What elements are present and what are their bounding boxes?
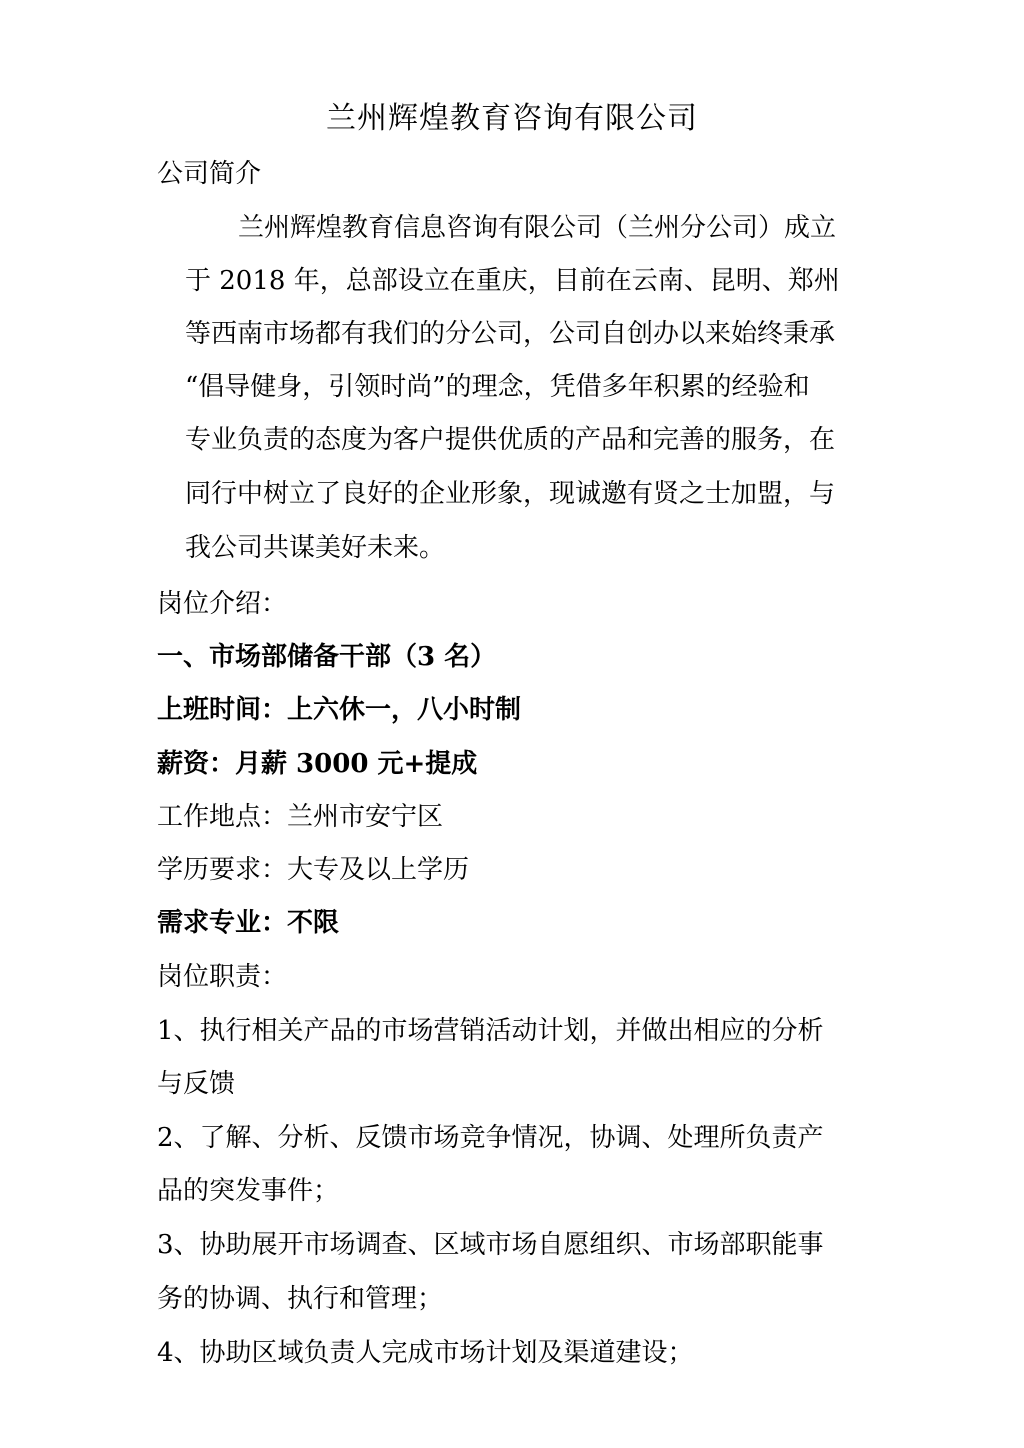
intro-line-2: 于 2018 年，总部设立在重庆，目前在云南、昆明、郑州 bbox=[185, 266, 840, 296]
duty-line-1: 1、执行相关产品的市场营销活动计划，并做出相应的分析 bbox=[157, 1016, 824, 1046]
intro-heading: 公司简介 bbox=[157, 159, 262, 189]
work-location: 工作地点：兰州市安宁区 bbox=[157, 802, 444, 832]
intro-line-6: 同行中树立了良好的企业形象，现诚邀有贤之士加盟，与 bbox=[185, 479, 836, 509]
intro-line-5: 专业负责的态度为客户提供优质的产品和完善的服务，在 bbox=[185, 425, 836, 455]
intro-line-1: 兰州辉煌教育信息咨询有限公司（兰州分公司）成立 bbox=[238, 213, 837, 243]
work-time: 上班时间：上六休一，八小时制 bbox=[157, 695, 522, 725]
document-title: 兰州辉煌教育咨询有限公司 bbox=[326, 101, 698, 136]
duties-heading: 岗位职责： bbox=[157, 962, 288, 992]
duty-line-7: 4、协助区域负责人完成市场计划及渠道建设； bbox=[157, 1338, 694, 1368]
duty-line-2: 与反馈 bbox=[157, 1069, 236, 1099]
position-title: 一、市场部储备干部（3 名） bbox=[157, 642, 497, 672]
intro-line-7: 我公司共谋美好未来。 bbox=[185, 533, 446, 563]
position-intro-heading: 岗位介绍： bbox=[157, 589, 288, 619]
salary: 薪资：月薪 3000 元+提成 bbox=[157, 749, 478, 779]
duty-line-3: 2、了解、分析、反馈市场竞争情况，协调、处理所负责产 bbox=[157, 1123, 824, 1153]
duty-line-5: 3、协助展开市场调查、区域市场自愿组织、市场部职能事 bbox=[157, 1230, 824, 1260]
intro-line-4: “倡导健身，引领时尚”的理念，凭借多年积累的经验和 bbox=[185, 372, 810, 402]
intro-line-3: 等西南市场都有我们的分公司，公司自创办以来始终秉承 bbox=[185, 319, 836, 349]
major-requirement: 需求专业：不限 bbox=[157, 908, 340, 938]
duty-line-6: 务的协调、执行和管理； bbox=[157, 1284, 444, 1314]
duty-line-4: 品的突发事件； bbox=[157, 1176, 340, 1206]
education-requirement: 学历要求：大专及以上学历 bbox=[157, 855, 470, 885]
